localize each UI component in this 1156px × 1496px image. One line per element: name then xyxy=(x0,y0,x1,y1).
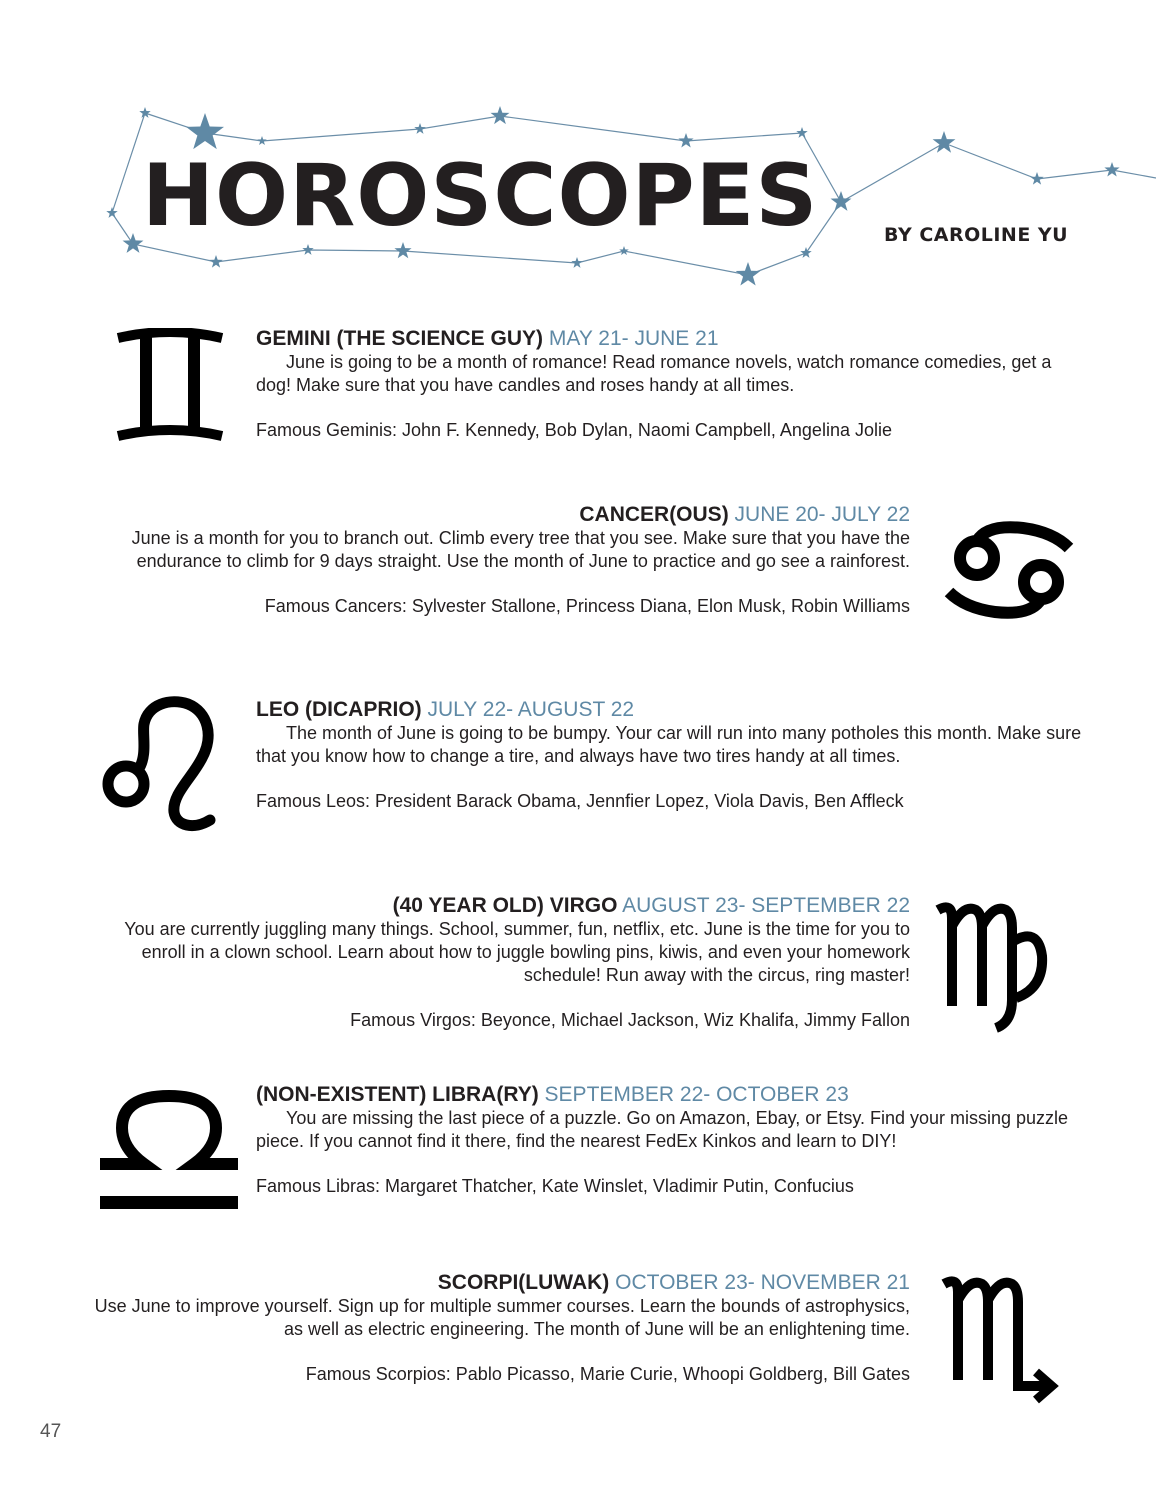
cancer-heading xyxy=(80,502,910,527)
famous-people: Famous Geminis: John F. Kennedy, Bob Dylan, Naomi Campbell, Angelina Jolie xyxy=(256,420,892,440)
libra-heading xyxy=(256,1082,1086,1107)
famous-people: Famous Cancers: Sylvester Stallone, Princess Diana, Elon Musk, Robin Williams xyxy=(264,596,910,616)
gemini-entry xyxy=(256,326,1086,442)
cancer-icon xyxy=(943,518,1075,622)
scorpio-entry xyxy=(80,1270,910,1386)
leo-entry xyxy=(256,697,1086,813)
sign-dates: MAY 21- JUNE 21 xyxy=(548,327,719,350)
virgo-heading xyxy=(80,893,910,918)
famous-people: Famous Scorpios: Pablo Picasso, Marie Curie, Whoopi Goldberg, Bill Gates xyxy=(305,1364,910,1384)
sign-dates: SEPTEMBER 22- OCTOBER 23 xyxy=(544,1083,849,1106)
cancer-entry xyxy=(80,502,910,618)
sign-description: June is a month for you to branch out. Climb every tree that you see. Make sure that you have the endurance to climb for 9 days straight. Use the month of June to practice and go see a rainforest. xyxy=(131,528,910,571)
libra-icon xyxy=(98,1086,240,1212)
byline: BY CAROLINE YU xyxy=(884,224,1069,246)
scorpio-heading xyxy=(80,1270,910,1295)
sign-description: You are currently juggling many things. School, summer, fun, netflix, etc. June is the time for you to enroll in a clown school. Learn about how to juggle bowling pins, kiwis, and even your homework schedule! Run away with the circus, ring master! xyxy=(124,919,910,985)
sign-name: GEMINI (THE SCIENCE GUY) xyxy=(256,327,544,350)
page-number: 47 xyxy=(40,1421,62,1442)
famous-people: Famous Virgos: Beyonce, Michael Jackson, Wiz Khalifa, Jimmy Fallon xyxy=(350,1010,910,1030)
sign-name: (40 YEAR OLD) VIRGO xyxy=(392,894,618,917)
sign-dates: JUNE 20- JULY 22 xyxy=(734,503,910,526)
sign-name: SCORPI(LUWAK) xyxy=(437,1271,610,1294)
leo-heading xyxy=(256,697,1086,722)
gemini-heading xyxy=(256,326,1086,351)
gemini-icon xyxy=(112,328,228,446)
virgo-entry xyxy=(80,893,910,1032)
sign-dates: JULY 22- AUGUST 22 xyxy=(427,698,635,721)
leo-icon xyxy=(98,696,220,842)
sign-description: The month of June is going to be bumpy. Your car will run into many potholes this month. Make sure that you know how to change a tire, and always have two tires handy at all times. xyxy=(256,723,1082,766)
sign-description: June is going to be a month of romance! Read romance novels, watch romance comedies, get a dog! Make sure that you have candles and roses handy at all times. xyxy=(256,352,1052,395)
famous-people: Famous Libras: Margaret Thatcher, Kate Winslet, Vladimir Putin, Confucius xyxy=(256,1176,854,1196)
famous-people: Famous Leos: President Barack Obama, Jennfier Lopez, Viola Davis, Ben Affleck xyxy=(256,791,904,811)
sign-name: LEO (DICAPRIO) xyxy=(256,698,422,721)
scorpio-icon xyxy=(940,1270,1060,1410)
libra-entry xyxy=(256,1082,1086,1198)
sign-name: CANCER(OUS) xyxy=(579,503,729,526)
sign-name: (NON-EXISTENT) LIBRA(RY) xyxy=(256,1083,539,1106)
sign-dates: AUGUST 23- SEPTEMBER 22 xyxy=(622,894,910,917)
sign-description: You are missing the last piece of a puzzle. Go on Amazon, Ebay, or Etsy. Find your missing puzzle piece. If you cannot find it there, find the nearest FedEx Kinkos and learn to DIY! xyxy=(256,1108,1069,1151)
page-title: HOROSCOPES xyxy=(142,146,819,246)
virgo-icon xyxy=(934,896,1054,1034)
sign-dates: OCTOBER 23- NOVEMBER 21 xyxy=(615,1271,910,1294)
sign-description: Use June to improve yourself. Sign up for multiple summer courses. Learn the bounds of astrophysics, as well as electric engineering. The month of June will be an enlightening time. xyxy=(94,1296,910,1339)
